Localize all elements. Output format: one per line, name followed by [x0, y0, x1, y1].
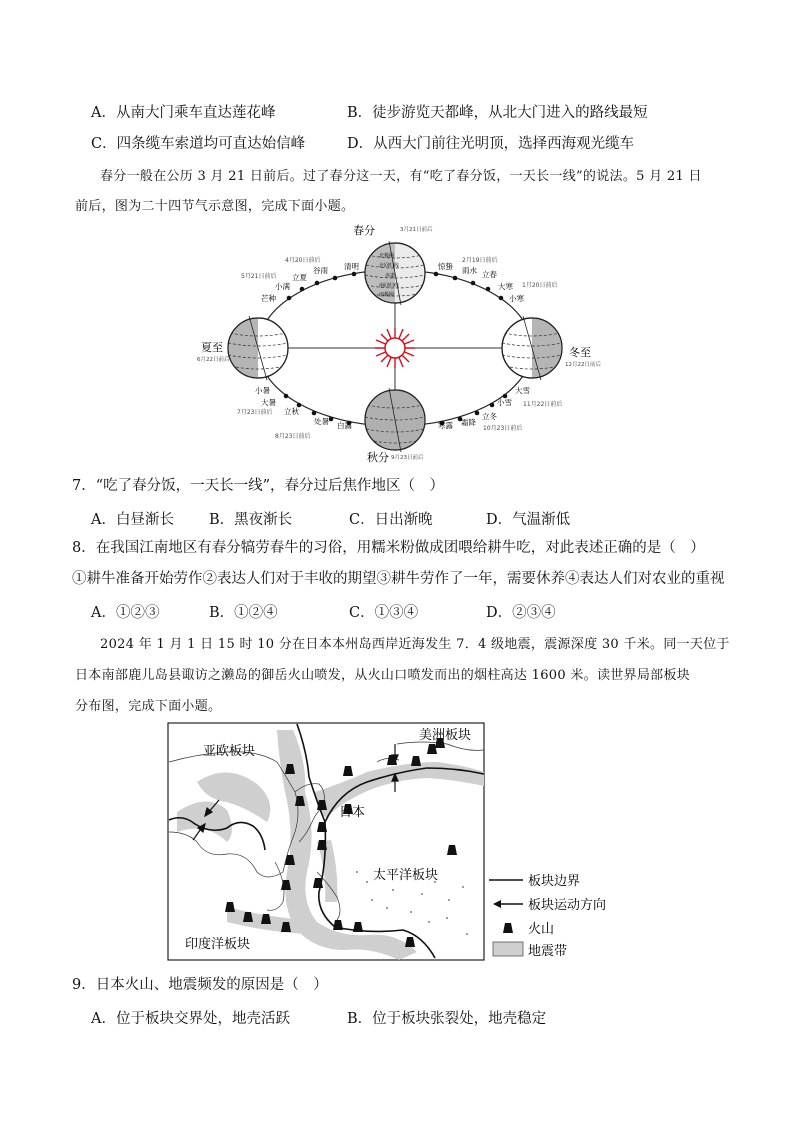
q7-option-c: C．日出渐晚: [349, 512, 433, 528]
q9-stem: 9．日本火山、地震频发的原因是（ ）: [72, 977, 328, 993]
term-shuangjiang: 霜降: [461, 418, 476, 427]
term-lixia: 立夏: [292, 273, 307, 282]
q7-stem: 7．“吃了春分饭，一天长一线”，春分过后焦作地区（ ）: [72, 478, 445, 494]
q8-option-b: B．①②④: [209, 605, 278, 621]
q8-stem: 8．在我国江南地区有春分犒劳春牛的习俗，用糯米粉做成团喂给耕牛吃，对此表述正确的是（ ）: [72, 540, 705, 556]
volcano-icon: [503, 923, 513, 933]
globe-qiufen: [365, 388, 425, 452]
date-0219: 2月19日前后: [462, 257, 498, 264]
globe-label-tropic-capricorn: 南回归线: [379, 283, 400, 289]
sun-icon: [375, 328, 415, 368]
globe-label-antarctic-circle: 南极圈: [379, 292, 395, 298]
q7-option-d: D．气温渐低: [486, 512, 571, 528]
passage-2-line-2: 日本南部鹿儿岛县诹访之濑岛的御岳火山喷发，从火山口喷发而出的烟柱高达 1600 米。读世界局部板块: [75, 668, 691, 683]
q6-option-d: D．从西大门前往光明顶，选择西海观光缆车: [347, 136, 635, 152]
q8-option-d: D．②③④: [486, 605, 556, 621]
solar-terms-figure: [195, 215, 615, 465]
term-bailu: 白露: [337, 421, 352, 430]
date-chunfen: 3月21日前后: [400, 227, 433, 233]
legend-direction: 板块运动方向: [528, 898, 607, 913]
date-0521: 5月21日前后: [241, 273, 277, 280]
term-chushu: 处暑: [314, 417, 329, 426]
date-1122: 11月22日前后: [523, 401, 563, 408]
term-mangzhong: 芒种: [261, 294, 276, 303]
q6-option-c: C．四条缆车索道均可直达始信峰: [91, 136, 306, 152]
q6-option-b: B．徒步游览天都峰，从北大门进入的路线最短: [347, 105, 648, 121]
map-legend: [489, 873, 606, 959]
term-xiaoxue: 小雪: [497, 398, 512, 407]
date-qiufen: 9月23日前后: [391, 455, 424, 461]
legend-boundary: 板块边界: [528, 874, 581, 889]
date-xiazhi: 6月22日前后: [197, 357, 230, 363]
term-xiaoshu: 小暑: [255, 386, 270, 395]
date-1023: 10月23日前后: [483, 425, 523, 432]
date-0723: 7月23日前后: [237, 409, 273, 416]
term-xiaohan: 小寒: [509, 294, 524, 303]
passage-1-line-1: 春分一般在公历 3 月 21 日前后。过了春分这一天，有“吃了春分饭，一天长一线”的说法。5 月 21 日: [100, 169, 702, 184]
label-american-plate: 美洲板块: [419, 728, 472, 743]
label-xiazhi: 夏至: [201, 341, 223, 354]
term-qingming: 清明: [344, 262, 359, 271]
q9-option-a: A．位于板块交界处，地壳活跃: [91, 1011, 290, 1027]
term-lidong: 立冬: [482, 412, 497, 421]
term-daxue: 大雪: [515, 386, 530, 395]
passage-2-line-3: 分布图，完成下面小题。: [75, 699, 222, 714]
globe-label-equator: 赤道: [385, 273, 396, 279]
label-pacific-plate: 太平洋板块: [373, 868, 439, 883]
term-dashu: 大暑: [261, 398, 276, 407]
q8-items: ①耕牛准备开始劳作②表达人们对于丰收的期望③耕牛劳作了一年，需要休养④表达人们对农业的重视: [72, 571, 725, 587]
date-0120: 1月20日前后: [522, 282, 558, 289]
label-eurasian-plate: 亚欧板块: [203, 744, 256, 759]
passage-1-line-2: 前后，图为二十四节气示意图，完成下面小题。: [75, 199, 355, 214]
globe-chunfen: [365, 241, 425, 305]
globe-label-arctic-circle: 北极圈: [379, 253, 395, 259]
label-dongzhi: 冬至: [569, 346, 591, 359]
plate-map-figure: [167, 722, 622, 962]
q9-option-b: B．位于板块张裂处，地壳稳定: [347, 1011, 547, 1027]
date-0420: 4月20日前后: [285, 257, 321, 264]
term-jingzhe: 惊蛰: [438, 262, 453, 271]
term-guyu: 谷雨: [313, 266, 328, 275]
term-yushui: 雨水: [462, 266, 477, 275]
q7-option-a: A．白昼渐长: [91, 512, 174, 528]
q8-option-c: C．①③④: [349, 605, 419, 621]
q6-option-a: A．从南大门乘车直达莲花峰: [91, 105, 276, 121]
term-xiaoman: 小满: [275, 282, 290, 291]
q7-option-b: B．黑夜渐长: [209, 512, 293, 528]
term-hanlu: 寒露: [438, 421, 453, 430]
legend-quake: 地震带: [528, 944, 568, 959]
legend-volcano: 火山: [528, 922, 555, 937]
date-0823: 8月23日前后: [275, 433, 311, 440]
label-chunfen: 春分: [353, 224, 375, 237]
label-indian-plate: 印度洋板块: [185, 937, 251, 952]
passage-2-line-1: 2024 年 1 月 1 日 15 时 10 分在日本本州岛西岸近海发生 7．4 级地震，震源深度 30 千米。同一天位于: [100, 637, 730, 652]
label-qiufen: 秋分: [367, 451, 389, 464]
term-liqiu: 立秋: [284, 407, 299, 416]
label-japan: 日本: [339, 805, 366, 820]
globe-xiazhi: [228, 316, 288, 380]
term-dahan: 大寒: [498, 282, 513, 291]
date-dongzhi: 12月22日前后: [565, 362, 601, 368]
globe-dongzhi: [502, 316, 562, 380]
q8-option-a: A．①②③: [91, 605, 160, 621]
globe-label-tropic-cancer: 北回归线: [379, 263, 400, 269]
term-lichun: 立春: [482, 270, 497, 279]
